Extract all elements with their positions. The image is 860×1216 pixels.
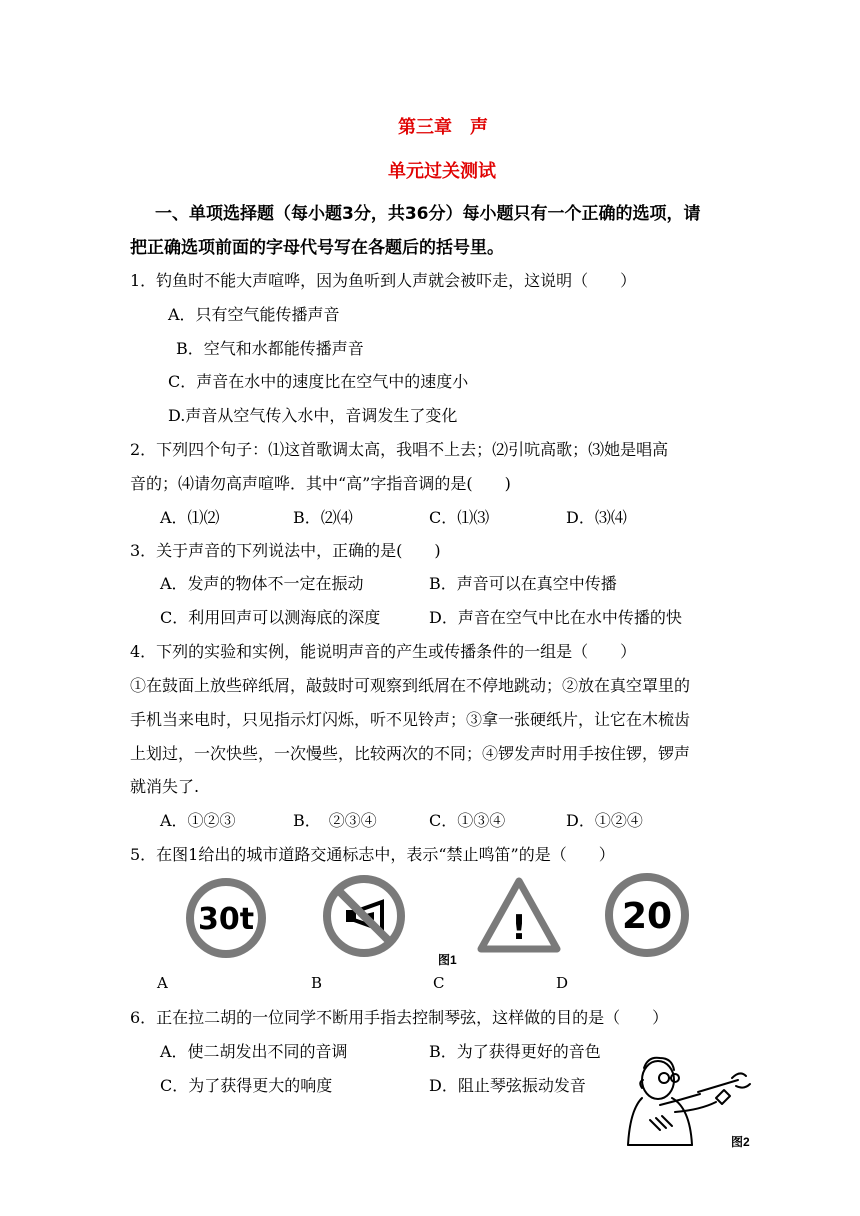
sign-label-d: D <box>556 974 569 992</box>
q1-option-d: D.声音从空气传入水中，音调发生了变化 <box>168 406 458 425</box>
sign-label-c: C <box>433 974 445 992</box>
q4-paragraph-line1: ①在鼓面上放些碎纸屑，敲鼓时可观察到纸屑在不停地跳动；②放在真空罩里的 <box>130 676 691 695</box>
sign-label-a: A <box>157 974 168 992</box>
q5-stem: 5．在图1给出的城市道路交通标志中，表示“禁止鸣笛”的是（ ） <box>130 845 615 864</box>
figure-1-caption: 图1 <box>438 953 457 967</box>
q2-option-b: B．⑵⑷ <box>293 508 353 527</box>
q1-option-c: C．声音在水中的速度比在空气中的速度小 <box>168 372 469 391</box>
q4-option-a: A．①②③ <box>160 811 236 830</box>
q2-option-a: A．⑴⑵ <box>160 508 220 527</box>
q3-option-b: B．声音可以在真空中传播 <box>429 574 617 593</box>
sign-d-text: 20 <box>621 896 673 937</box>
q1-option-a: A．只有空气能传播声音 <box>168 305 340 324</box>
q4-paragraph-line3: 上划过，一次快些，一次慢些，比较两次的不同；④锣发声时用手按住锣，锣声 <box>130 744 691 763</box>
section-heading-line1: 一、单项选择题（每小题3分，共36分）每小题只有一个正确的选项，请 <box>155 204 701 224</box>
q3-stem: 3．关于声音的下列说法中，正确的是( ) <box>130 541 441 560</box>
q2-option-c: C．⑴⑶ <box>429 508 490 527</box>
q4-option-c: C．①③④ <box>429 811 506 830</box>
q3-option-c: C．利用回声可以测海底的深度 <box>160 608 381 627</box>
q6-stem: 6．正在拉二胡的一位同学不断用手指去控制琴弦，这样做的目的是（ ） <box>130 1008 669 1027</box>
traffic-sign-d <box>604 872 690 958</box>
q1-stem: 1．钓鱼时不能大声喧哗，因为鱼听到人声就会被吓走，这说明（ ） <box>130 271 637 290</box>
test-title: 单元过关测试 <box>388 161 496 182</box>
q6-option-a: A．使二胡发出不同的音调 <box>160 1042 348 1061</box>
section-heading-line2: 把正确选项前面的字母代号写在各题后的括号里。 <box>130 238 504 258</box>
sign-a-text: 30t <box>197 902 255 937</box>
q2-stem-line1: 2．下列四个句子：⑴这首歌调太高，我唱不上去；⑵引吭高歌；⑶她是唱高 <box>130 440 669 459</box>
q2-option-d: D．⑶⑷ <box>566 508 627 527</box>
warning-sign <box>477 877 561 953</box>
q4-option-b: B． ②③④ <box>293 811 377 830</box>
q6-option-d: D．阻止琴弦振动发音 <box>429 1076 586 1095</box>
q1-option-b: B．空气和水都能传播声音 <box>176 339 364 358</box>
q4-option-d: D．①②④ <box>566 811 643 830</box>
q4-paragraph-line4: 就消失了. <box>130 777 200 796</box>
q4-paragraph-line2: 手机当来电时，只见指示灯闪烁，听不见铃声；③拿一张硬纸片，让它在木梳齿 <box>130 710 691 729</box>
sign-c-text: ! <box>511 908 527 948</box>
figure-2-caption: 图2 <box>731 1135 750 1149</box>
q6-option-b: B．为了获得更好的音色 <box>429 1042 601 1061</box>
q4-stem: 4．下列的实验和实例，能说明声音的产生或传播条件的一组是（ ） <box>130 642 637 661</box>
sign-label-b: B <box>311 974 323 992</box>
q6-option-c: C．为了获得更大的响度 <box>160 1076 333 1095</box>
traffic-sign-a <box>185 877 267 959</box>
q3-option-d: D．声音在空气中比在水中传播的快 <box>429 608 682 627</box>
no-horn-sign <box>322 874 406 958</box>
q2-stem-line2: 音的；⑷请勿高声喧哗．其中“高”字指音调的是( ) <box>130 474 511 493</box>
q3-option-a: A．发声的物体不一定在振动 <box>160 574 364 593</box>
chapter-title: 第三章 声 <box>398 117 488 138</box>
